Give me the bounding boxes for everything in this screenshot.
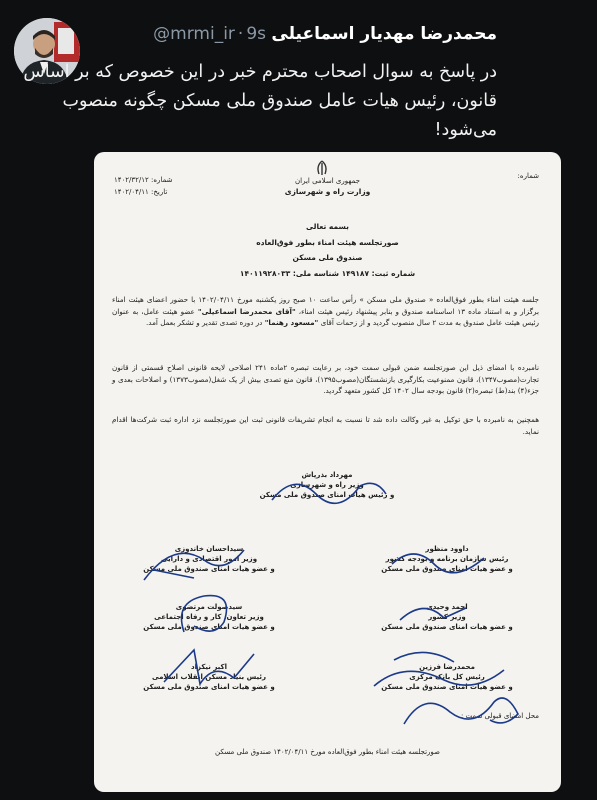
signature-scribble-icon	[164, 582, 254, 642]
member-signature-5: اکبر نیکزاد رئیس بنیاد مسکن انقلاب اسلامی و عضو هیات امنای صندوق ملی مسکن	[143, 663, 275, 691]
tweet-time: 9s	[246, 24, 267, 44]
member-signature-6: محمدرضا فرزین رئیس کل بانک مرکزی و عضو هیات امنای صندوق ملی مسکن	[381, 663, 513, 691]
signature-scribble-icon	[394, 592, 474, 632]
signature-scribble-icon	[264, 464, 394, 514]
author-name[interactable]: محمدرضا مهدیار اسماعیلی	[271, 24, 497, 44]
signature-scribble-icon	[134, 530, 254, 590]
doc-number: شماره:	[517, 172, 539, 180]
paragraph-3: همچنین به نامبرده با حق توکیل به غیر وکالت داده شد تا نسبت به انجام تشریفات قانونی ثبت این صورتجلسه نزد اداره ثبت شرکت‌ها اقدام نماید.	[112, 415, 539, 436]
member-signature-4: احمد وحیدی وزیر کشور و عضو هیات امنای صندوق ملی مسکن	[381, 603, 513, 631]
acceptance-label: محل امضای قبولی سمت :	[460, 712, 539, 720]
tweet-text: در پاسخ به سوال اصحاب محترم خبر در این خصوص که بر اساس قانون، رئیس هیات عامل صندوق ملی مسکن چگونه منصوب می‌شود!	[23, 62, 497, 140]
paragraph-1: جلسه هیئت امناء بطور فوق‌العاده « صندوق ملی مسکن » رأس ساعت ۱۰ صبح روز یکشنبه مورخ ۱۴۰۲/۰۴/۱۱ با حضور اعضای هیئت امناء برگزار و به استناد ماده ۱۳ اساسنامه صندوق و بنابر پیشنهاد رئیس هیئت امناء، "آقای محمدرضا اسماعیلی" عضو هیئت عامل، به عنوان رئیس هیئت عامل صندوق به مدت ۲ سال منصوب گردید و از زحمات آقای "مسعود رهنما" در دوره تصدی تقدیر و تشکر بعمل آمد.	[112, 295, 539, 327]
chair-signature-block: مهرداد بذرپاش وزیر راه و شهرسازی و رئیس هیات امنای صندوق ملی مسکن	[259, 471, 395, 499]
tweet-header	[153, 24, 497, 44]
doc-subtitle: صندوق ملی مسکن	[292, 253, 363, 262]
registration-line: شماره ثبت: ۱۴۹۱۸۷ شناسه ملی: ۱۴۰۱۱۹۲۸۰۳۳	[239, 269, 416, 278]
signature-scribble-icon	[384, 534, 504, 584]
member-signature-1: سیداحسان خاندوزی وزیر امور اقتصادی و دارایی و عضو هیات امنای صندوق ملی مسکن	[143, 545, 275, 573]
ministry-top: جمهوری اسلامی ایران	[295, 177, 360, 185]
basmala: بسمه تعالی	[306, 222, 349, 231]
signature-scribble-icon	[154, 642, 264, 692]
member-signature-3: سیدصولت مرتضوی وزیر تعاون، کار و رفاه اجتماعی و عضو هیات امنای صندوق ملی مسکن	[143, 603, 275, 631]
signature-scribble-icon	[394, 684, 524, 734]
attached-document-image[interactable]	[94, 152, 561, 792]
doc-title: صورتجلسه هیئت امناء بطور فوق‌العاده	[256, 238, 399, 247]
paragraph-2: نامبرده با امضای ذیل این صورتجلسه ضمن قبولی سمت خود، بر رعایت تبصره ۲ماده ۲۴۱ اصلاحی لایحه قانونی اصلاح قسمتی از قانون تجارت(مصوب۱۳۴۷)، قانون ممنوعیت بکارگیری بازنشستگان(مصوب۱۳۹۵)، قانون منع تصدی بیش از یک شغل(مصوب۱۳۷۳) و اصلاحات بعدی و جزء(۴) بند(ط) تبصره(۲) قانون بودجه سال ۱۴۰۲ کل کشور متعهد گردید.	[112, 363, 539, 395]
doc-footer: صورتجلسه هیئت امناء بطور فوق‌العاده مورخ ۱۴۰۲/۰۴/۱۱ صندوق ملی مسکن	[215, 748, 440, 756]
ministry-name: وزارت راه و شهرسازی	[284, 187, 371, 196]
author-handle[interactable]: @mrmi_ir · 9s	[153, 24, 267, 44]
member-signature-2: داوود منظور رئیس سازمان برنامه و بودجه کشور و عضو هیات امنای صندوق ملی مسکن	[381, 545, 513, 573]
doc-meta-left: شماره: ۱۴۰۲/۳۲/۱۲ تاریخ: ۱۴۰۲/۰۴/۱۱	[114, 176, 173, 196]
